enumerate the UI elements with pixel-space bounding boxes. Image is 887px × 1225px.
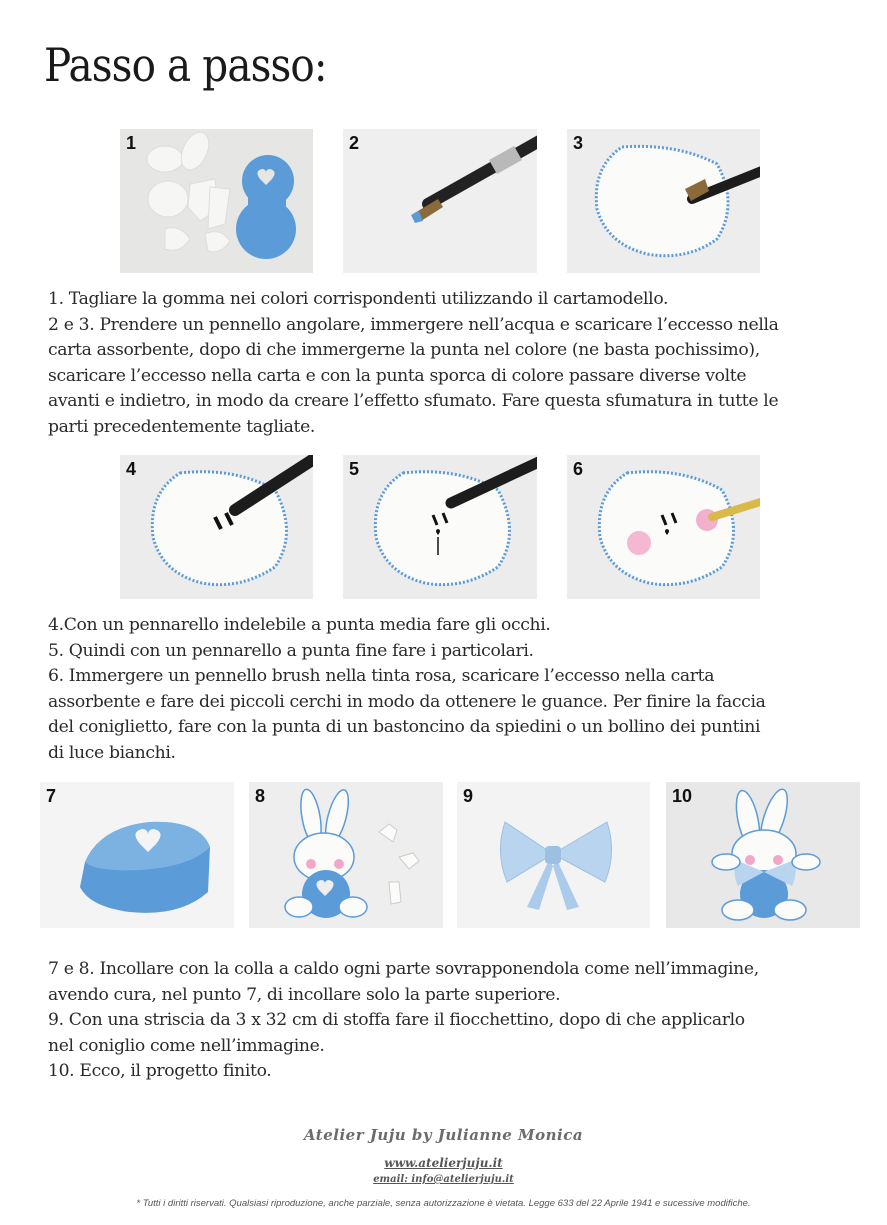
text-line: parti precedentemente tagliate.	[48, 416, 316, 437]
photo-step-5	[343, 455, 537, 599]
foam-head-shading-illustration	[567, 129, 760, 273]
assembled-bunny-parts-illustration	[249, 782, 443, 928]
photo-number: 4	[126, 459, 137, 479]
photo-step-3	[567, 129, 760, 273]
text-line: 7 e 8. Incollare con la colla a caldo ogni parte sovrapponendola come nell’immagine,	[48, 959, 759, 979]
email-link[interactable]: email: info@atelierjuju.it	[373, 1174, 514, 1185]
photo-number: 10	[672, 786, 693, 806]
draw-eyes-illustration	[120, 455, 313, 599]
photo-number: 8	[255, 786, 266, 806]
photo-number: 2	[349, 133, 360, 153]
pink-cheeks-illustration	[567, 455, 760, 599]
text-line: 9. Con una striscia da 3 x 32 cm di stoffa fare il fiocchettino, dopo di che applicarlo	[48, 1010, 745, 1031]
photo-step-2	[343, 129, 537, 273]
photo-step-1	[120, 129, 313, 273]
fabric-bow-illustration	[457, 782, 650, 928]
text-line: avanti e indietro, in modo da creare l’effetto sfumato. Fare questa sfumatura in tutte le	[48, 391, 779, 412]
page-title: Passo a passo:	[44, 38, 327, 92]
draw-details-illustration	[343, 455, 537, 599]
folded-blue-foam-illustration	[40, 782, 234, 928]
photo-step-9	[457, 782, 650, 928]
angled-brush-illustration	[343, 129, 537, 273]
photo-number: 3	[573, 133, 584, 153]
text-line: di luce bianchi.	[48, 742, 176, 763]
text-line: 5. Quindi con un pennarello a punta fine fare i particolari.	[48, 640, 534, 661]
text-line: scaricare l’eccesso nella carta e con la punta sporca di colore passare diverse volte	[48, 365, 747, 386]
foam-pieces-illustration	[120, 129, 313, 273]
photo-number: 5	[349, 459, 360, 479]
photo-step-8	[249, 782, 443, 928]
steps-1-3-text	[48, 287, 868, 441]
text-line: carta assorbente, dopo di che immergerne la punta nel colore (ne basta pochissimo),	[48, 340, 760, 361]
photo-step-4	[120, 455, 313, 599]
photo-step-6	[567, 455, 760, 599]
copyright-notice: * Tutti i diritti riservati. Qualsiasi riproduzione, anche parziale, senza autorizzazione è vietata. Legge 633 del 22 Aprile 1941 e sucessive modifiche.	[136, 1198, 751, 1209]
text-line: 2 e 3. Prendere un pennello angolare, immergere nell’acqua e scaricare l’eccesso nella	[48, 314, 779, 335]
text-line: 10. Ecco, il progetto finito.	[48, 1061, 272, 1082]
finished-bunny-illustration	[666, 782, 860, 928]
photo-number: 1	[126, 133, 137, 153]
photo-step-7	[40, 782, 234, 928]
text-line: assorbente e fare dei piccoli cerchi in modo da ottenere le guance. Per finire la faccia	[48, 691, 766, 712]
photo-number: 7	[46, 786, 57, 806]
photo-step-10	[666, 782, 860, 928]
text-line: nel coniglio come nell’immagine.	[48, 1035, 325, 1056]
text-line: 1. Tagliare la gomma nei colori corrispondenti utilizzando il cartamodello.	[48, 289, 669, 309]
website-link[interactable]: www.atelierjuju.it	[384, 1156, 503, 1170]
brand-name: Atelier Juju by Julianne Monica	[303, 1126, 584, 1144]
steps-7-10-text	[48, 957, 868, 1085]
text-line: avendo cura, nel punto 7, di incollare solo la parte superiore.	[48, 984, 561, 1005]
text-line: 4.Con un pennarello indelebile a punta media fare gli occhi.	[48, 615, 551, 635]
steps-4-6-text	[48, 613, 868, 767]
photo-number: 9	[463, 786, 474, 806]
text-line: del coniglietto, fare con la punta di un bastoncino da spiedini o un bollino dei puntini	[48, 717, 761, 738]
text-line: 6. Immergere un pennello brush nella tinta rosa, scaricare l’eccesso nella carta	[48, 666, 715, 687]
photo-number: 6	[573, 459, 584, 479]
